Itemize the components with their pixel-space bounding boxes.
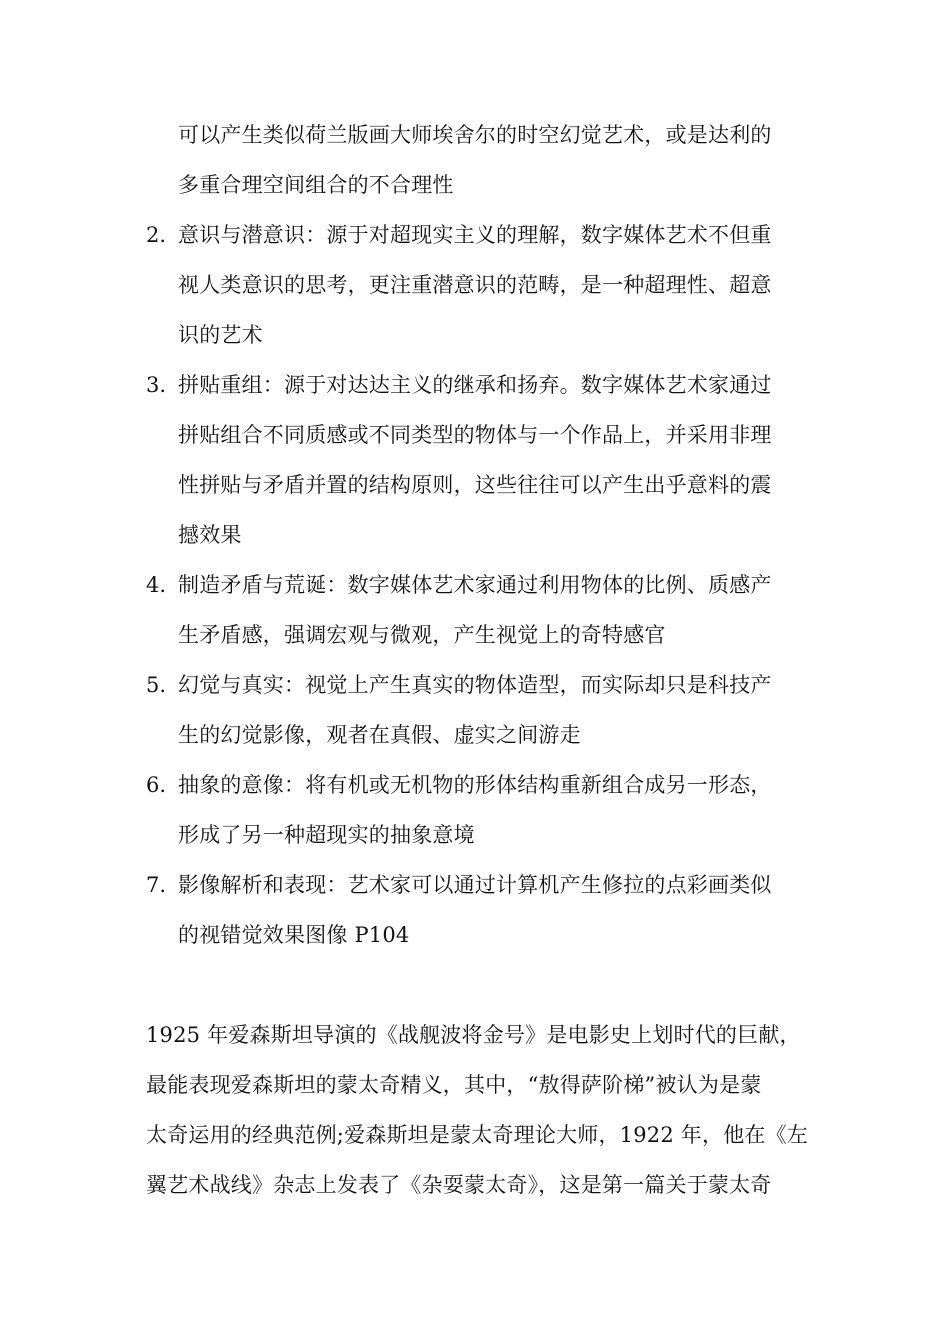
list-item-line: 形成了另一种超现实的抽象意境 xyxy=(178,823,475,847)
list-item-number: 6. xyxy=(146,773,167,797)
list-item-number: 5. xyxy=(146,673,167,697)
list-item-line: 拼贴重组：源于对达达主义的继承和扬弃。数字媒体艺术家通过 xyxy=(178,373,772,397)
paragraph-line-3: 太奇运用的经典范例;爱森斯坦是蒙太奇理论大师，1922 年，他在《左 xyxy=(146,1123,808,1147)
list-item-number: 4. xyxy=(146,573,167,597)
paragraph-line-1: 1925 年爱森斯坦导演的《战舰波将金号》是电影史上划时代的巨献， xyxy=(146,1023,801,1047)
list-item-line: 的视错觉效果图像 P104 xyxy=(178,923,410,947)
list-item-line: 拼贴组合不同质感或不同类型的物体与一个作品上，并采用非理 xyxy=(178,423,772,447)
list-continuation-line-2: 多重合理空间组合的不合理性 xyxy=(178,173,454,197)
list-item-line: 性拼贴与矛盾并置的结构原则，这些往往可以产生出乎意料的震 xyxy=(178,473,772,497)
list-item-line: 撼效果 xyxy=(178,523,242,547)
list-item-line: 识的艺术 xyxy=(178,323,263,347)
list-item-line: 抽象的意像：将有机或无机物的形体结构重新组合成另一形态， xyxy=(178,773,772,797)
list-item-number: 7. xyxy=(146,873,167,897)
list-item-line: 制造矛盾与荒诞：数字媒体艺术家通过利用物体的比例、质感产 xyxy=(178,573,772,597)
paragraph-line-4: 翼艺术战线》杂志上发表了《杂耍蒙太奇》，这是第一篇关于蒙太奇 xyxy=(146,1173,772,1197)
list-item-line: 生矛盾感，强调宏观与微观，产生视觉上的奇特感官 xyxy=(178,623,666,647)
list-item-line: 影像解析和表现：艺术家可以通过计算机产生修拉的点彩画类似 xyxy=(178,873,772,897)
paragraph-line-2: 最能表现爱森斯坦的蒙太奇精义，其中，“敖得萨阶梯”被认为是蒙 xyxy=(146,1073,762,1097)
list-item-line: 幻觉与真实：视觉上产生真实的物体造型，而实际却只是科技产 xyxy=(178,673,772,697)
list-item-number: 3. xyxy=(146,373,167,397)
list-item-line: 视人类意识的思考，更注重潜意识的范畴，是一种超理性、超意 xyxy=(178,273,772,297)
list-item-line: 生的幻觉影像，观者在真假、虚实之间游走 xyxy=(178,723,581,747)
list-continuation-line-1: 可以产生类似荷兰版画大师埃舍尔的时空幻觉艺术，或是达利的 xyxy=(178,123,772,147)
list-item-number: 2. xyxy=(146,223,167,247)
list-item-line: 意识与潜意识：源于对超现实主义的理解，数字媒体艺术不但重 xyxy=(178,223,772,247)
